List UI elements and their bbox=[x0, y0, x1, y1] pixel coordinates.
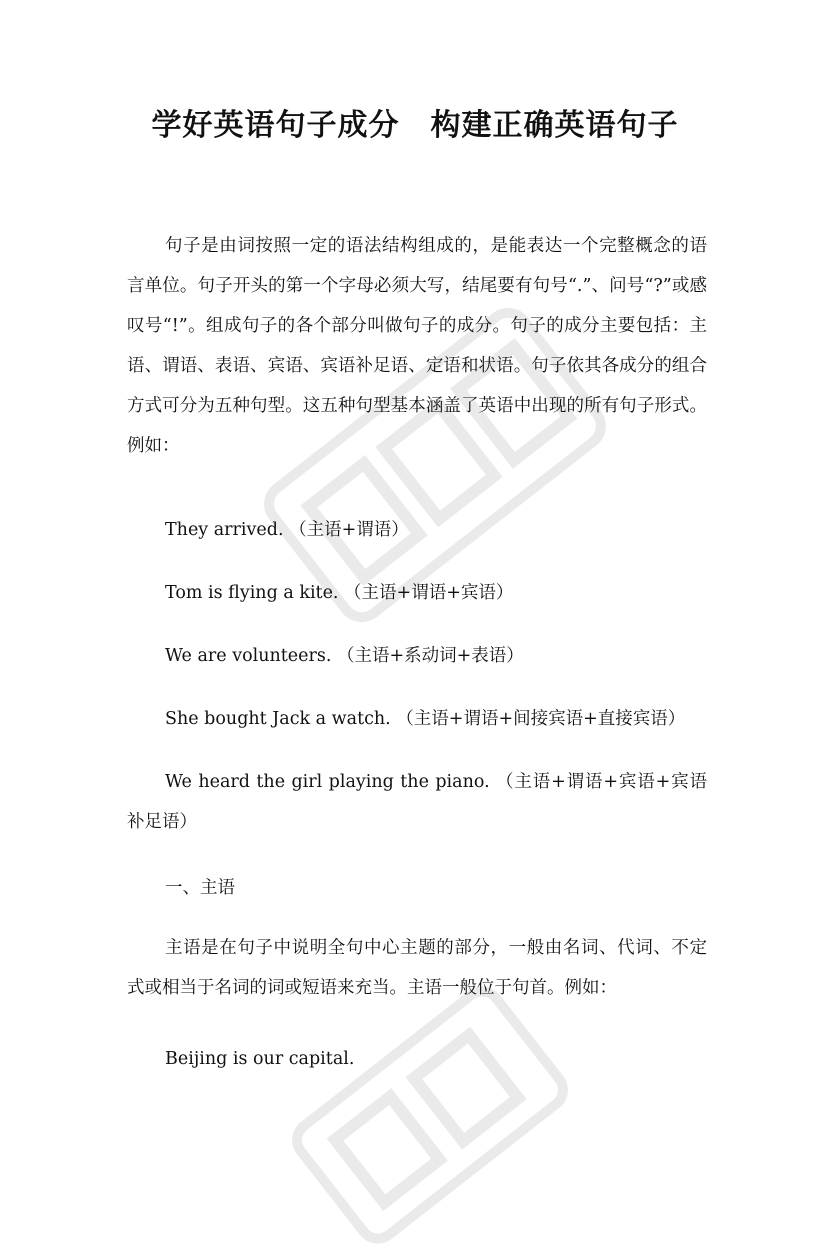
section-body-subject: 主语是在句子中说明全句中心主题的部分，一般由名词、代词、不定式或相当于名词的词或短语来充当。主语一般位于句首。例如： bbox=[127, 938, 707, 998]
example-sentence-5: We heard the girl playing the piano. （主语+谓语+宾语+宾语补足语） bbox=[127, 772, 707, 832]
intro-paragraph: 句子是由词按照一定的语法结构组成的，是能表达一个完整概念的语言单位。句子开头的第一个字母必须大写，结尾要有句号“.”、问号“?”或感叹号“!”。组成句子的各个部分叫做句子的成分。句子的成分主要包括：主语、谓语、表语、宾语、宾语补足语、定语和状语。句子依其各成分的组合方式可分为五种句型。这五种句型基本涵盖了英语中出现的所有句子形式。例如： bbox=[127, 236, 707, 456]
example-sentence-3: We are volunteers. （主语+系动词+表语） bbox=[165, 646, 524, 666]
example-sentence-4: She bought Jack a watch. （主语+谓语+间接宾语+直接宾语） bbox=[165, 709, 686, 729]
subject-example-sentence: Beijing is our capital. bbox=[165, 1049, 355, 1069]
section-heading-subject: 一、主语 bbox=[165, 878, 235, 898]
page-title: 学好英语句子成分 构建正确英语句子 bbox=[151, 108, 679, 143]
example-sentence-1: They arrived. （主语+谓语） bbox=[165, 520, 409, 540]
watermark-stamp-lower bbox=[281, 976, 578, 1254]
watermark-icon bbox=[281, 976, 578, 1254]
example-sentence-2: Tom is flying a kite. （主语+谓语+宾语） bbox=[165, 583, 514, 603]
